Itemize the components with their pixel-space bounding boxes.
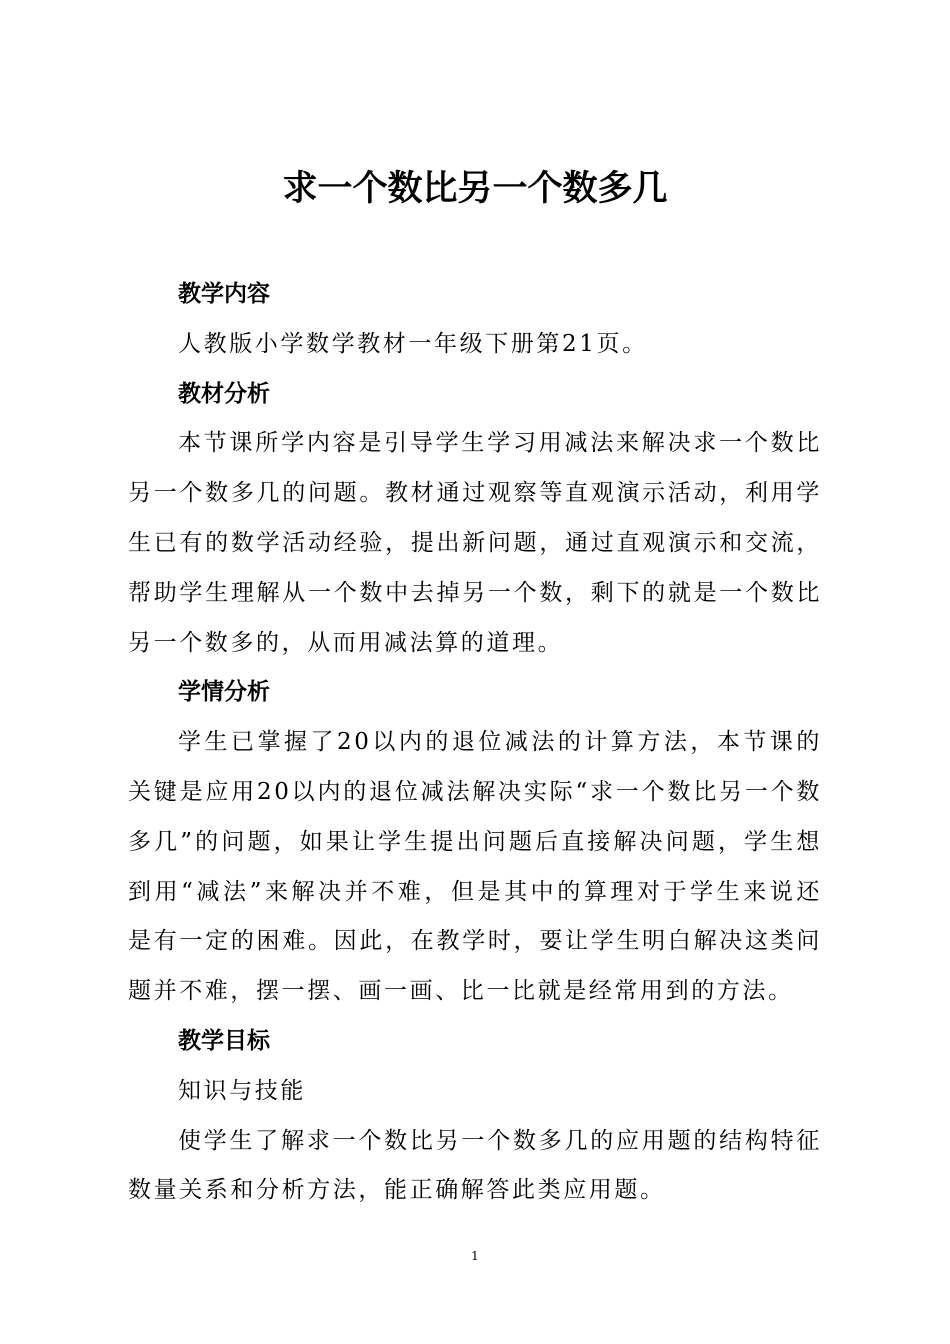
section-heading: 学情分析 bbox=[178, 679, 270, 706]
section-paragraph: 学生已掌握了20以内的退位减法的计算方法，本节课的关键是应用20以内的退位减法解决实际“求一个数比另一个数多几”的问题，如果让学生提出问题后直接解决问题，学生想到用“减法”来解决并不难，但是其中的算理对于学生来说还是有一定的困难。因此，在教学时，要让学生明白解决这类问题并不难，摆一摆、画一画、比一比就是经常用到的方法。 bbox=[128, 729, 822, 1005]
section-subheading: 知识与技能 bbox=[178, 1077, 306, 1104]
section-teaching-goals bbox=[128, 1017, 822, 1216]
section-paragraph: 使学生了解求一个数比另一个数多几的应用题的结构特征数量关系和分析方法，能正确解答此类应用题。 bbox=[128, 1127, 822, 1204]
section-teaching-content bbox=[128, 270, 822, 370]
section-paragraph: 人教版小学数学教材一年级下册第21页。 bbox=[178, 330, 648, 357]
section-student-analysis bbox=[128, 668, 822, 1017]
page-number: 1 bbox=[471, 1249, 479, 1263]
document-title: 求一个数比另一个数多几 bbox=[282, 169, 668, 209]
section-heading: 教材分析 bbox=[178, 380, 270, 407]
section-material-analysis bbox=[128, 370, 822, 669]
section-heading: 教学目标 bbox=[178, 1027, 270, 1054]
document-body bbox=[128, 270, 822, 1216]
section-paragraph: 本节课所学内容是引导学生学习用减法来解决求一个数比另一个数多几的问题。教材通过观察等直观演示活动，利用学生已有的数学活动经验，提出新问题，通过直观演示和交流，帮助学生理解从一个数中去掉另一个数，剩下的就是一个数比另一个数多的，从而用减法算的道理。 bbox=[128, 430, 822, 656]
section-heading: 教学内容 bbox=[178, 281, 270, 307]
